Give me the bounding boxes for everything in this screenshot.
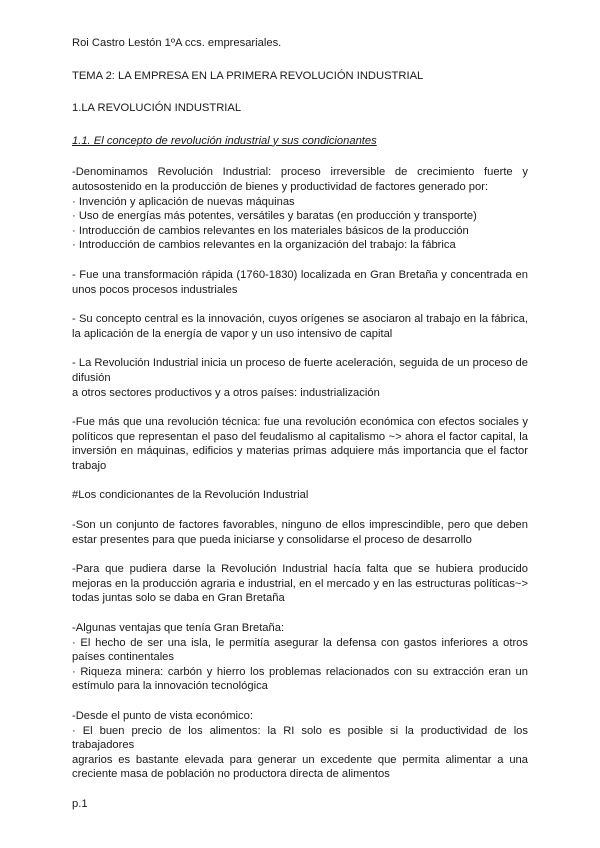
text-line: estímulo para la innovación tecnológica: [72, 680, 268, 693]
list-item: · El hecho de ser una isla, le permitía asegurar la defensa con gastos inferiores a otros: [72, 636, 528, 649]
text-line: estar presentes para que pueda iniciarse y consolidarse el proceso de desarrollo: [72, 533, 472, 546]
author-line: Roi Castro Lestón 1ºA ccs. empresariales.: [72, 37, 282, 49]
text-line: creciente masa de población no productora directa de alimentos: [72, 768, 390, 781]
text-line: -Para que pudiera darse la Revolución Industrial hacía falta que se hubiera producido: [72, 563, 528, 576]
list-item: · Riqueza minera: carbón y hierro los problemas relacionados con su extracción eran un: [72, 665, 528, 678]
section-title: 1.LA REVOLUCIÓN INDUSTRIAL: [72, 102, 242, 115]
list-item: · Invención y aplicación de nuevas máquinas: [72, 195, 295, 208]
text-line: autosostenido en la producción de bienes y productividad de factores generado por:: [72, 180, 489, 193]
document-body: [72, 36, 528, 782]
text-line: agrarios es bastante elevada para generar un excedente que permita alimentar a una: [72, 753, 528, 766]
list-item: · Introducción de cambios relevantes en los materiales básicos de la producción: [72, 224, 469, 237]
text-line: -Fue más que una revolución técnica: fue una revolución económica con efectos sociales y: [72, 416, 528, 429]
text-line: a otros sectores productivos y a otros países: industrialización: [72, 386, 380, 399]
text-line: -Algunas ventajas que tenía Gran Bretaña:: [72, 622, 285, 635]
text-line: países continentales: [72, 651, 174, 664]
subsection-title: 1.1. El concepto de revolución industrial y sus condicionantes: [72, 134, 377, 147]
paragraph-favorable-factors: [72, 518, 528, 547]
text-line: trabajadores: [72, 739, 135, 752]
text-line: -Desde el punto de vista económico:: [72, 710, 253, 722]
paragraph-innovation: [72, 312, 528, 341]
text-line: trabajo: [72, 459, 107, 472]
paragraph-advantages: [72, 621, 528, 694]
list-item: · Introducción de cambios relevantes en la organización del trabajo: la fábrica: [72, 239, 456, 252]
paragraph-economic-revolution: [72, 415, 528, 473]
paragraph-definition: [72, 165, 528, 253]
paragraph-transformation: [72, 268, 528, 297]
list-item: · El buen precio de los alimentos: la RI solo es posible si la productividad de los: [72, 724, 528, 737]
text-line: unos pocos procesos industriales: [72, 283, 238, 296]
text-line: difusión: [72, 371, 111, 384]
text-line: -Son un conjunto de factores favorables, ninguno de ellos imprescindible, pero que deben: [72, 519, 528, 532]
page-number: p.1: [72, 798, 88, 810]
text-line: todas juntas solo se daba en Gran Bretaña: [72, 592, 285, 605]
text-line: - Su concepto central es la innovación, cuyos orígenes se asociaron al trabajo en la fábrica,: [72, 313, 528, 326]
list-item: · Uso de energías más potentes, versátiles y baratas (en producción y transporte): [72, 210, 477, 223]
text-line: la aplicación de la energía de vapor y un uso intensivo de capital: [72, 327, 393, 340]
text-line: -Denominamos Revolución Industrial: proceso irreversible de crecimiento fuerte y: [72, 166, 528, 179]
text-line: - La Revolución Industrial inicia un proceso de fuerte aceleración, seguida de un proceso de: [72, 357, 528, 370]
paragraph-economic-view: [72, 709, 528, 782]
text-line: inversión en máquinas, edificios y materias primas adquiere más importancia que el factor: [72, 445, 528, 458]
text-line: - Fue una transformación rápida (1760-1830) localizada en Gran Bretaña y concentrada en: [72, 268, 528, 281]
topic-title: TEMA 2: LA EMPRESA EN LA PRIMERA REVOLUCIÓN INDUSTRIAL: [72, 69, 424, 82]
paragraph-acceleration: [72, 356, 528, 400]
text-line: mejoras en la producción agraria e industrial, en el mercado y en las estructuras políticas~>: [72, 577, 528, 590]
text-line: políticos que representan el paso del feudalismo al capitalismo ~> ahora el factor capital, la: [72, 430, 528, 443]
paragraph-improvements: [72, 562, 528, 606]
conditions-heading: #Los condicionantes de la Revolución Industrial: [72, 489, 309, 502]
